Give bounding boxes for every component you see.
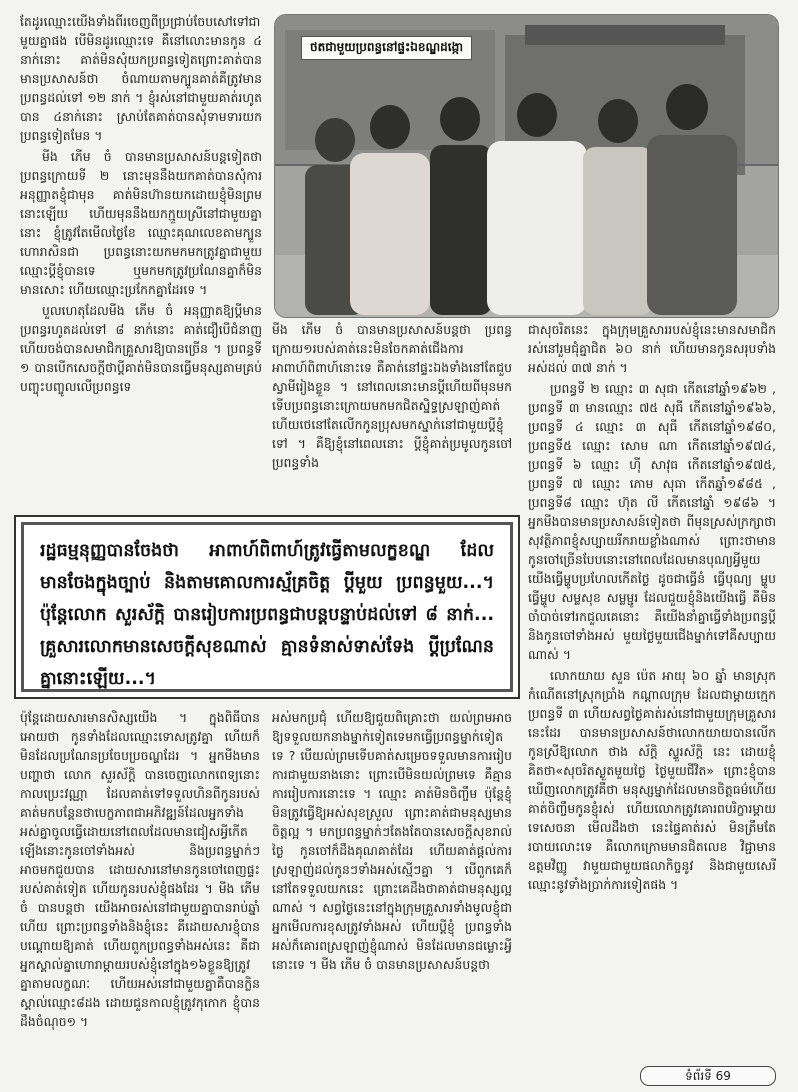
article-column-bottom-left xyxy=(20,708,260,1060)
article-column-middle-right xyxy=(528,320,776,1058)
paragraph: ប្រពន្ធទី ២ ឈ្មោះ ៣ សុជា កើតនៅឆ្នាំ១៩៦២ , ប្រពន្ធទី ៣ មានឈ្មោះ ៧៥ សុធី កើតនៅឆ្នាំ១៩៦៦, ប្រពន្ធទី ៤ ឈ្មោះ ៣ សុធី កើតនៅឆ្នាំ១៩៨០, ប្រពន្ធទី៥ ឈ្មោះ សោម ណា កើតនៅឆ្នាំ១៩៧៤, ប្រពន្ធទី ៦ ឈ្មោះ ហ៊ី សាវុធ កើតនៅឆ្នាំ១៩៧៥, ប្រពន្ធទី ៧ ឈ្មោះ ភោម សុធា កើតឆ្នាំ១៩៨៥ , ប្រពន្ធទី៨ ឈ្មោះ ហ៊ុត លី កើតនៅឆ្នាំ ១៩៨៦ ។ អ្នកមីងបានមានប្រសាសន៍ទៀតថា ពីមុនស្រស់ក្រក្សាថា សុវត្ថិភាពខ្ញុំសប្បាយរីករាយខ្លាំងណាស់ ព្រោះថាមានកូនចៅច្រើនបែបនោះនៅពេលដែលមានបុណ្យអ្វីមួយយើងធ្វើម្ហូបប្រហែលកើតថ្ងៃ ដូចជាធ្វើនំ ធ្វើបុណ្យ ម្ហូប ធ្វើម្ហូប សម្លសុខ សម្លម្ជូរ ដែលជួយខ្ញុំនិងយើងធ្វើ គឺមិនចាំបាច់ទៅរកជួលគេនោះ គឺយើងនាំគ្នាធ្វើទាំងប្រពន្ធប្ដីនិងកូនចៅទាំងអស់ មួយថ្ងៃមួយជើងម្នាក់ទៅគឺសប្បាយណាស់ ។ xyxy=(528,381,776,662)
pull-quote-text: រដ្ឋធម្មនុញ្ញបានចែងថា អាពាហ៍ពិពាហ៍ត្រូវធ្វើតាមលក្ខខណ្ឌ ដែលមានចែងក្នុងច្បាប់ និងតាមគោលការស្ម័គ្រចិត្ត ប្ដីមួយ ប្រពន្ធមួយ...។ ប៉ុន្តែលោក សួរស័ក្តិ បានរៀបការប្រពន្ធជាបន្តបន្ទាប់ដល់ទៅ ៨ នាក់... គ្រួសារលោកមានសេចក្ដីសុខណាស់ គ្មានទំនាស់ទាស់ទែង ប្ដីប្រណែនគ្នានោះឡើយ...។ xyxy=(21,522,513,692)
pull-quote-box xyxy=(14,515,520,699)
paragraph: ប៉ុន្តែដោយសារមានសិស្សយើង ។ ក្នុងពិធីបានអោយថា កូនទាំងដែលឈ្មោះទោសត្រូវគ្នា ហើយក៏មិនដែលប្រណែនប្រចែបប្រចណ្ឌដែរ ។ អ្នកមីងមានបញ្ហាថា លោក សួរស័ក្តិ បានចេញលោកពេទ្យនោះកាលប្រេះវណ្ណា ដែលគាត់ទៅទទួលហិនពីកូនរបស់គាត់មកបន្ដែនថាបេក្ខភាពជាអភិវឌ្ឍន៍ដែលអ្នកទាំងអស់គ្នាចូលធ្វើដោយនៅពេលដែលមានជៀសអ្វីកើតឡើងនោះកូនចៅទាំងអស់ និងប្រពន្ធម្នាក់ៗ អាចមកជួយបាន ដោយសារនៅមានកូនចៅពេញផ្ទះរបស់គាត់ទៀត ហើយកូនរបស់ខ្ញុំផងដែរ ។ មីង ភើម ចំ បានបន្តថា យើងអាចរស់នៅជាមួយគ្នាបានរាប់ឆ្នាំហើយ ព្រោះប្រពន្ធទាំងនិងខ្ញុំនេះ គឺដោយសារខ្ញុំបានបណ្ដោយឱ្យគាត់ ហើយពួកប្រពន្ធទាំងអស់នេះ គឺជាអ្នកស្គាល់គ្នាហោរាម្ដាយរបស់ខ្ញុំនៅក្នុង១៦ខ្លួនឱ្យត្រូវគ្នាតាមលក្ខណៈ ហើយអស់នៅជាមួយគ្នាគឺបានក្លិនស្គាល់ឈ្មោះ៨ដង ដោយជួនកាលខ្ញុំត្រូវកុកោក ខ្ញុំបានដឹងចំណុច១ ។ xyxy=(20,710,260,1029)
article-column-top-right xyxy=(272,320,512,502)
paragraph: លោកយាយ សួន ប៉េត អាយុ ៦០ ឆ្នាំ មានស្រុកកំណើតនៅស្រុកប្រាំង កណ្ដាលក្រុម ដែលជាម្ដាយក្មេកប្រពន្ធទី ៣ ហើយសព្វថ្ងៃគាត់រស់នៅជាមួយក្រុមគ្រួសារនេះដែរ បានមានប្រសាសន៍ថាលោកយាយបានលើកកូនស្រីឱ្យលោក ថាង ស័ក្ដិ ស្ទួរស័ក្តិ នេះ ដោយខ្ញុំគិតថា«សុចរិតស្ងួតមួយថ្ងៃ ថ្ងៃមួយជីវិត» ព្រោះខ្ញុំបានឃើញលោកត្រូវគឺថា មនុស្សម្នាក់ដែលមានចិត្តធម៌ហើយគាត់ចិញ្ចឹមកូនខ្ញុំរស់ ហើយលោកត្រូវគោរពបរិក្ខារម្ដាយ ទេសេចនា មើលដឹងថា នេះផ្ទៃគាត់រស់ មិនត្រឹមតែរបាយលោះទេ គឺលោកក្រោមមានជិតលេខ វិជ្ជាមានឧត្តមវិញ្ញូ វាមួយជាមួយផលាកិច្ចនូវ និងជាមួយសេរីឈ្មោះនូវទាំងប្រាក់ការទៀតផង ។ xyxy=(528,668,776,892)
paragraph: បួលហេតុដែលមីង ភើម ចំ អនុញ្ញាតឱ្យប្ដីមានប្រពន្ធរហូតដល់ទៅ ៨ នាក់នោះ គាត់ជឿបើជំនាញ ហើយចង់បានសមាជិកគ្រួសារឱ្យបានច្រើន ។ ប្រពន្ធទី ១ បានបើកសេចក្ដីថាប្ដីគាត់មិនបានធ្វើមនុស្សតាមគ្រប់បញ្ចុះបញ្ចូលលើប្រពន្ធទេ xyxy=(20,303,262,394)
family-photo-illustration xyxy=(275,15,778,317)
page-number-badge: ទំព័រទី 69 xyxy=(640,1066,776,1086)
paragraph: មីង ភើម ចំ បានមានប្រសាសន៍បន្តទៀតថា ប្រពន្ធក្រោយទី ២ នោះមុននឹងយកគាត់បានសុំការអនុញ្ញាតខ្ញុំជាមុន គាត់មិនហ៊ានយកដោយខ្ញុំមិនព្រមនោះឡើយ ហើយមុននឹងយកក្មួយស្រីនៅជាមួយគ្នានោះ ខ្ញុំត្រូវតែមើលថ្ងៃខែ ឈ្មោះគុណលេខតាមក្បួនហោរាសិនជា ប្រពន្ធនោះយកមកមកត្រូវគ្នាជាមួយឈ្មោះប្ដីខ្ញុំបានទេ ឬមកមកត្រូវប្រណែនគ្នាក៏មិនមានសោះ ហើយឈ្មោះប្រកែកគ្នាដែរទេ ។ xyxy=(20,149,262,297)
article-column-bottom-middle xyxy=(272,708,512,1060)
article-photo xyxy=(274,14,779,318)
paragraph: តែដូរឈ្មោះយើងទាំងពីរចេញពីប្រជ្រាប់ចែបសៅទៅជាមួយគ្នាផង បើមិនដូរឈ្មោះទេ គឺនៅលោះមានកូន ៤ នាក់នោះ គាត់មិនសុំយកប្រពន្ធទៀតព្រោះគាត់បានមានប្រសាសន៍ថា ចំណាយតាមក្បួនគាត់គឺត្រូវមានប្រពន្ធដល់ទៅ ១២ នាក់ ។ ខ្ញុំរស់នៅជាមួយគាត់រហូតបាន ៤នាក់នោះ ស្រាប់តែគាត់បានសុំទាមទារយកប្រពន្ធទៀតមែន ។ xyxy=(20,14,262,143)
article-column-top-left xyxy=(20,12,262,500)
photo-caption: ថតជាមួយប្រពន្ធនៅផ្ទះឯខណ្ឌដង្កោ xyxy=(301,36,472,60)
paragraph: មីង ភើម ចំ បានមានប្រសាសន៍បន្តថា ប្រពន្ធក្រោយ១របស់គាត់នេះមិនចែកគាត់ជើងការអាពាហ៍ពិពាហ៍នោះទេ គឺគាត់នៅផ្ទះឯងទាំងនៅតែជួបស្វាមីរៀងខ្លួន ។ នៅពេលនោះមានប្ដីហើយពីមុនមក ទើបប្រពន្ធនោះក្រោយមកមកជិតស្និទ្ធស្រឡាញ់គាត់ ហើយថេនៅតែលើកកូនប្រុសមកស្នាក់នៅជាមួយប្ដីខ្ញុំទៅ ។ គឺឱ្យខ្ញុំនៅពេលនោះ ប្ដីខ្ញុំគាត់ប្រមូលកូនចៅប្រពន្ធទាំង xyxy=(272,322,512,470)
paragraph: អស់មកប្រជុំ ហើយឱ្យជួយពិគ្រោះថា យល់ព្រមអាចឱ្យទទួលយកនាងម្នាក់ទៀតទេមកធ្វើប្រពន្ធម្នាក់ទៀតទេ ? បើយល់ព្រមទើបគាត់សម្រេចទទួលមានការរៀបការជាមួយនាងនោះ ព្រោះបើមិនយល់ព្រមទេ គឺគ្មានការរៀបការនោះទេ ។ ឈ្មោះ គាត់មិនចិញ្ចឹម ប៉ុន្តែខ្ញុំមិនត្រូវធ្វើឱ្យអស់សុខស្រួល ព្រោះគាត់ជាមនុស្សមានចិត្តល្អ ។ មកប្រពន្ធម្នាក់ៗតែងតែបានសេចក្ដីសុខរាល់ថ្ងៃ កូនចៅក៏ដឹងគុណគាត់ដែរ ហើយគាត់ផ្ដល់ការស្រឡាញ់ដល់កូនៗទាំងអស់ស្មើៗគ្នា ។ បើពួកគេក៏នៅតែទទួលយកនេះ ព្រោះគេដឹងថាគាត់ជាមនុស្សល្អណាស់ ។ សព្វថ្ងៃនេះនៅក្នុងក្រុមគ្រួសារទាំងមូលខ្ញុំជាអ្នកមើលការខុសត្រូវទាំងអស់ ហើយប្ដីខ្ញុំ ប្រពន្ធទាំងអស់ក៏គោរពស្រឡាញ់ខ្ញុំណាស់ មិនដែលមានជម្លោះអ្វីនោះទេ ។ មីង ភើម ចំ បានមានប្រសាសន៍បន្តថា xyxy=(272,710,512,972)
paragraph: ជាសុចរិតនេះ ក្នុងក្រុមគ្រួសាររបស់ខ្ញុំនេះមានសមាជិករស់នៅរួមជុំគ្នាជិត ៦០ នាក់ ហើយមានកូនសរុបទាំងអស់ដល់ ៣៧ នាក់ ។ xyxy=(528,322,776,375)
